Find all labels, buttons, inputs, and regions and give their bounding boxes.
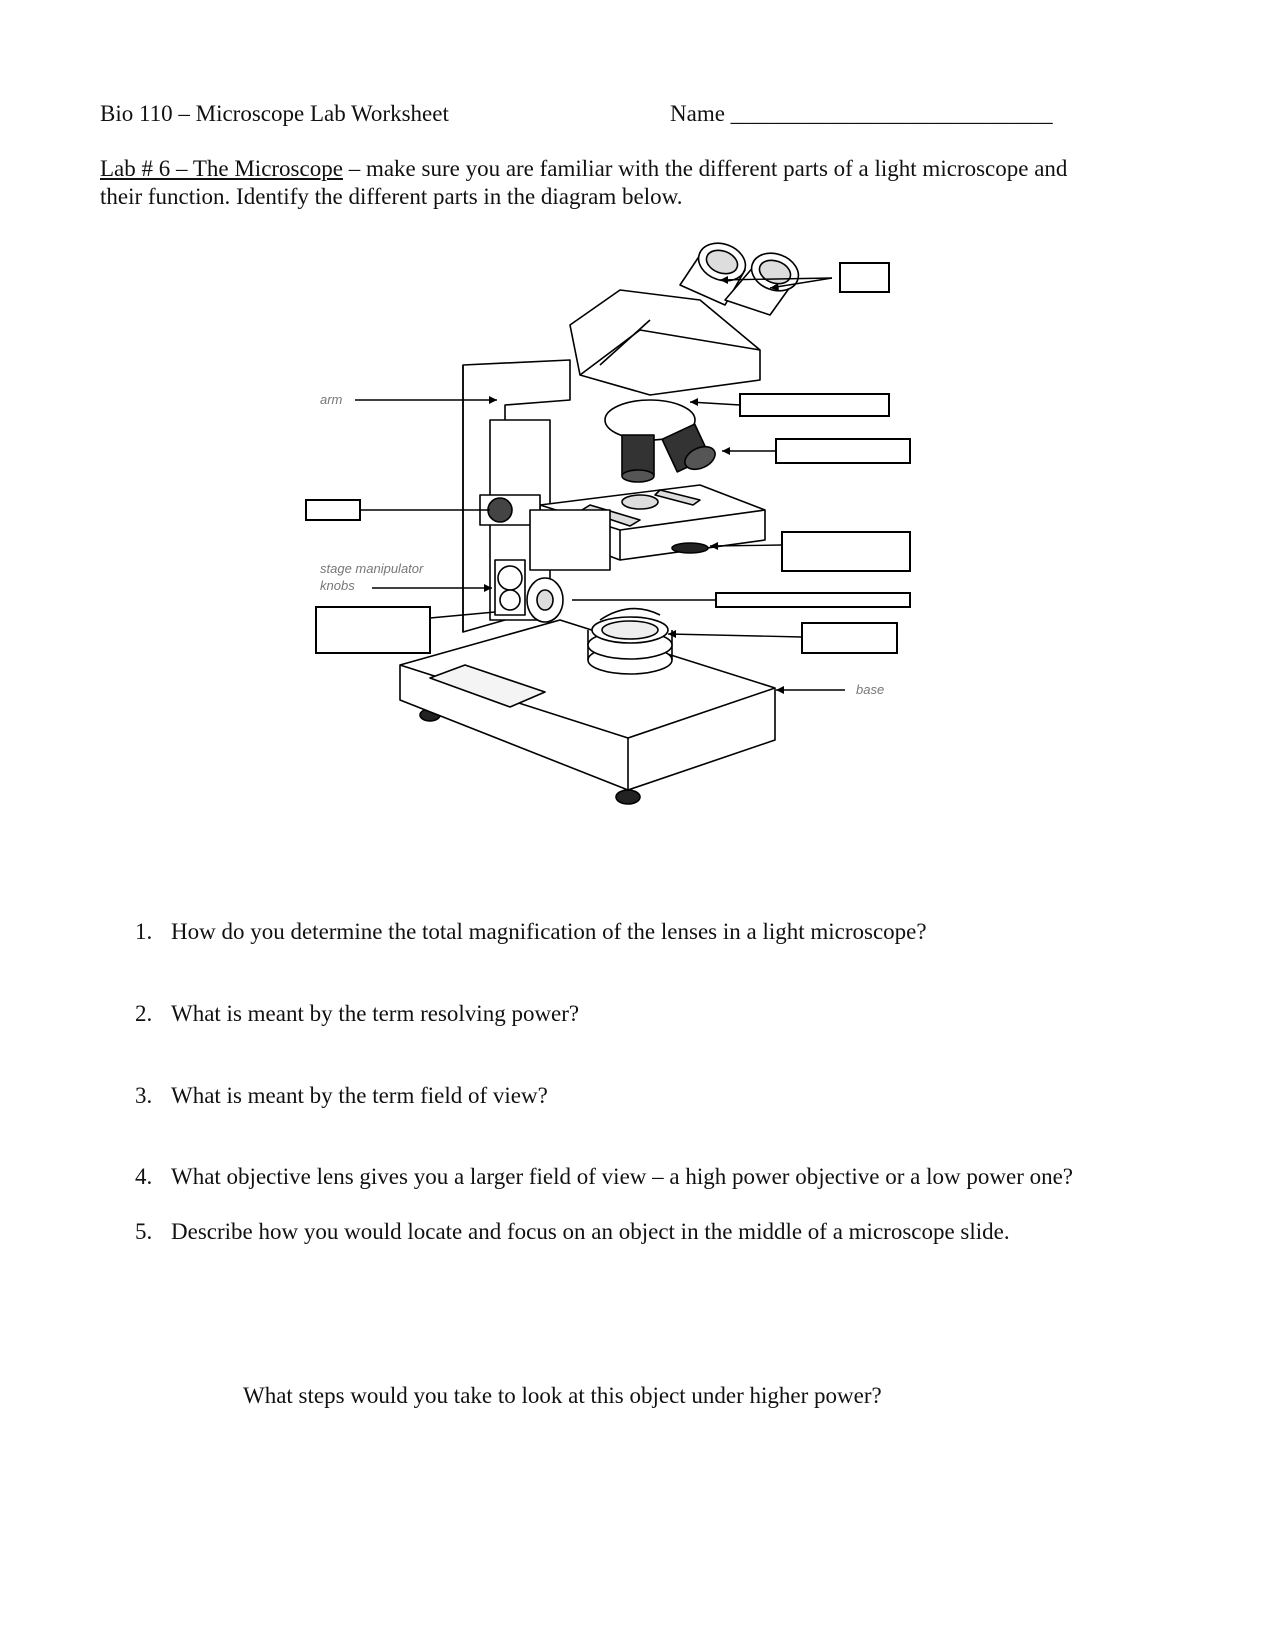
worksheet-title: Bio 110 – Microscope Lab Worksheet xyxy=(100,101,449,126)
label-arm: arm xyxy=(320,392,343,407)
label-stage-manipulator: stage manipulator xyxy=(320,561,424,576)
answer-box-nosepiece[interactable] xyxy=(740,394,889,416)
question-number: 2. xyxy=(135,1001,153,1026)
illuminator-icon xyxy=(588,617,672,674)
answer-box-objective[interactable] xyxy=(776,439,910,463)
name-field-label: Name ____________________________ xyxy=(670,101,1053,126)
followup-question: What steps would you take to look at this object under higher power? xyxy=(243,1383,882,1408)
intro-line-1-rest: – make sure you are familiar with the different parts of a light microscope and xyxy=(342,156,1068,181)
question-text: Describe how you would locate and focus on an object in the middle of a microscope slide. xyxy=(171,1219,1010,1244)
question-number: 5. xyxy=(135,1219,153,1244)
head-shape xyxy=(570,290,760,395)
question-text: What objective lens gives you a larger field of view – a high power objective or a low power one? xyxy=(171,1164,1074,1189)
question-text: How do you determine the total magnification of the lenses in a light microscope? xyxy=(171,919,927,944)
question-text: What is meant by the term resolving power? xyxy=(171,1001,580,1026)
question-number: 3. xyxy=(135,1083,153,1108)
question-number: 4. xyxy=(135,1164,153,1189)
answer-box-illuminator[interactable] xyxy=(802,623,897,653)
label-knobs: knobs xyxy=(320,578,355,593)
answer-box-condenser[interactable] xyxy=(782,532,910,571)
answer-box-eyepiece[interactable] xyxy=(840,263,889,292)
lab-title: Lab # 6 – The Microscope xyxy=(100,156,343,181)
answer-box-fine-knob[interactable] xyxy=(716,593,910,607)
question-number: 1. xyxy=(135,919,153,944)
coarse-knob-icon xyxy=(488,498,512,522)
objective-lens-icon xyxy=(622,435,654,482)
answer-box-coarse-knob[interactable] xyxy=(306,500,360,520)
base-foot-icon xyxy=(616,790,640,804)
stage-aperture xyxy=(622,495,658,509)
label-base: base xyxy=(856,682,885,697)
microscope-drawing xyxy=(400,237,804,804)
question-text: What is meant by the term field of view? xyxy=(171,1083,548,1108)
answer-box-stage-knob[interactable] xyxy=(316,607,430,653)
condenser-icon xyxy=(672,543,708,553)
intro-line-2: their function. Identify the different parts in the diagram below. xyxy=(100,184,683,209)
